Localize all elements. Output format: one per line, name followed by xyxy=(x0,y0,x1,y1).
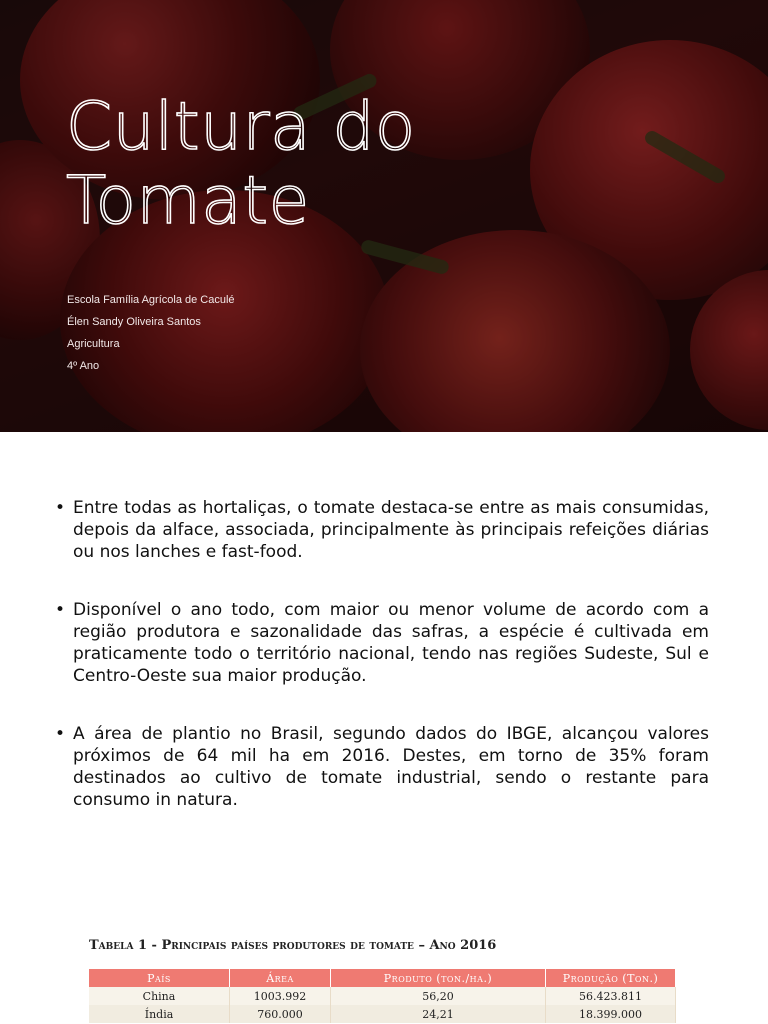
table-cell: 24,21 xyxy=(331,1005,546,1023)
table-caption: Tabela 1 - Principais países produtores de tomate – Ano 2016 xyxy=(89,938,497,953)
table-header-cell: Área xyxy=(230,969,331,987)
table-header-cell: Produto (ton./ha.) xyxy=(331,969,546,987)
school-name: Escola Família Agrícola de Caculé xyxy=(67,294,235,306)
production-table xyxy=(89,969,676,1023)
table-header-row xyxy=(89,969,676,987)
slide-title-line: Tomate xyxy=(66,161,310,239)
bullet-item: • A área de plantio no Brasil, segundo dados do IBGE, alcançou valores próximos de 64 mil ha em 2016. Destes, em torno de 35% foram destinados ao cultivo de tomate industrial, sendo o restante para consumo in natura. xyxy=(55,723,709,811)
table-row xyxy=(89,1005,676,1023)
table-cell: 760.000 xyxy=(230,1005,331,1023)
bullet-item: • Disponível o ano todo, com maior ou menor volume de acordo com a região produtora e sazonalidade das safras, a espécie é cultivada em praticamente todo o território nacional, tendo nas regiões Sudeste, Sul e Centro-Oeste sua maior produção. xyxy=(55,599,709,687)
table-header-cell: Produção (Ton.) xyxy=(546,969,676,987)
table-header-cell: País xyxy=(89,969,230,987)
subject-name: Agricultura xyxy=(67,338,120,350)
table-cell: Índia xyxy=(89,1005,230,1023)
content-slide xyxy=(0,432,768,1024)
slide-subtitle-block xyxy=(67,289,235,377)
bullet-item: • Entre todas as hortaliças, o tomate destaca-se entre as mais consumidas, depois da alface, associada, principalmente às principais refeições diárias ou nos lanches e fast-food. xyxy=(55,497,709,563)
bullet-list xyxy=(55,497,709,847)
author-name: Élen Sandy Oliveira Santos xyxy=(67,316,201,328)
table-cell: 18.399.000 xyxy=(546,1005,676,1023)
slide-title-line: Cultura do xyxy=(66,88,416,165)
table-cell: 56.423.811 xyxy=(546,987,676,1005)
title-slide xyxy=(0,0,768,432)
table-cell: 1003.992 xyxy=(230,987,331,1005)
school-year: 4º Ano xyxy=(67,360,100,372)
table-cell: 56,20 xyxy=(331,987,546,1005)
table-cell: China xyxy=(89,987,230,1005)
slide-title xyxy=(66,90,416,238)
table-row xyxy=(89,987,676,1005)
